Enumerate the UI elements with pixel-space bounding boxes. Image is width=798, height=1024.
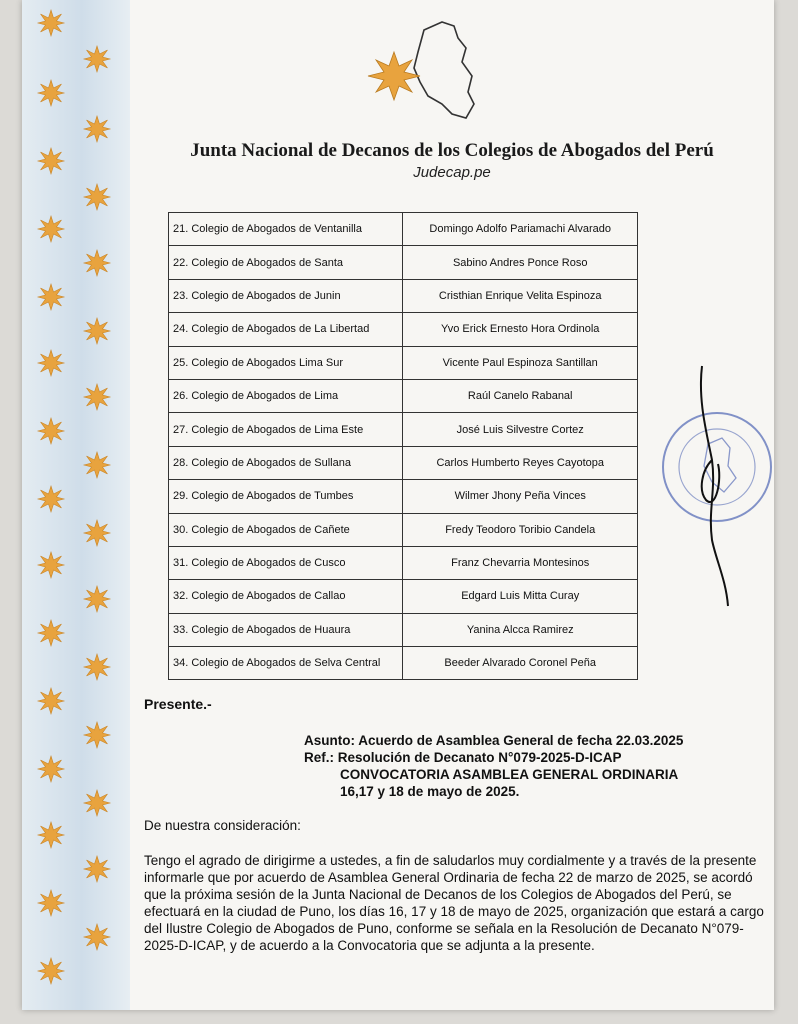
- table-row: [169, 413, 638, 446]
- judecap-logo-icon: [362, 18, 492, 128]
- table-row: [169, 480, 638, 513]
- colegio-cell: 21. Colegio de Abogados de Ventanilla: [169, 213, 403, 246]
- table-row: [169, 313, 638, 346]
- colegio-cell: 33. Colegio de Abogados de Huaura: [169, 613, 403, 646]
- table-row: [169, 446, 638, 479]
- decano-cell: Beeder Alvarado Coronel Peña: [403, 647, 638, 680]
- letter-body: Tengo el agrado de dirigirme a ustedes, a fin de saludarlos muy cordialmente y a través de la presente informarle que por acuerdo de Asamblea General Ordinaria de fecha 22 de marzo de 2025, se acordó que la próxima sesión de la Junta Nacional de Decanos de los Colegios de Abogados del Perú, se efectuará en la ciudad de Puno, los días 16, 17 y 18 de mayo de 2025, organización que estará a cargo del Ilustre Colegio de Abogados de Puno, conforme se señala en la Resolución de Decanato N°079-2025-D-ICAP, y de acuerdo a la Convocatoria que se adjunta a la presente.: [144, 853, 764, 953]
- colegio-cell: 25. Colegio de Abogados Lima Sur: [169, 346, 403, 379]
- colegio-cell: 26. Colegio de Abogados de Lima: [169, 379, 403, 412]
- colegio-cell: 27. Colegio de Abogados de Lima Este: [169, 413, 403, 446]
- decano-cell: Sabino Andres Ponce Roso: [403, 246, 638, 279]
- salutation: Presente.-: [144, 696, 212, 712]
- decano-cell: Wilmer Jhony Peña Vinces: [403, 480, 638, 513]
- decano-cell: Domingo Adolfo Pariamachi Alvarado: [403, 213, 638, 246]
- decano-cell: Vicente Paul Espinoza Santillan: [403, 346, 638, 379]
- handwritten-signature: [672, 360, 762, 610]
- decano-cell: Yvo Erick Ernesto Hora Ordinola: [403, 313, 638, 346]
- table-row: [169, 513, 638, 546]
- colegio-cell: 31. Colegio de Abogados de Cusco: [169, 546, 403, 579]
- table-row: [169, 546, 638, 579]
- colegio-cell: 23. Colegio de Abogados de Junin: [169, 279, 403, 312]
- decano-cell: Franz Chevarria Montesinos: [403, 546, 638, 579]
- subject-block: [304, 732, 683, 800]
- decano-cell: Cristhian Enrique Velita Espinoza: [403, 279, 638, 312]
- colegio-cell: 30. Colegio de Abogados de Cañete: [169, 513, 403, 546]
- colegio-cell: 34. Colegio de Abogados de Selva Central: [169, 647, 403, 680]
- table-row: [169, 580, 638, 613]
- decano-cell: Edgard Luis Mitta Curay: [403, 580, 638, 613]
- star-border-icons: [22, 0, 130, 1010]
- subject-line: Asunto: Acuerdo de Asamblea General de fecha 22.03.2025: [304, 733, 684, 748]
- decano-cell: José Luis Silvestre Cortez: [403, 413, 638, 446]
- reference-dates: 16,17 y 18 de mayo de 2025.: [340, 784, 520, 799]
- reference-line: Ref.: Resolución de Decanato N°079-2025-D-ICAP: [304, 750, 622, 765]
- table-row: [169, 346, 638, 379]
- deans-table: [168, 212, 638, 680]
- decorative-star-border: [22, 0, 130, 1010]
- deans-table-body: [169, 213, 638, 680]
- page-title: Junta Nacional de Decanos de los Colegios de Abogados del Perú: [190, 140, 714, 161]
- table-row: [169, 613, 638, 646]
- colegio-cell: 29. Colegio de Abogados de Tumbes: [169, 480, 403, 513]
- document-page: [22, 0, 774, 1010]
- decano-cell: Raúl Canelo Rabanal: [403, 379, 638, 412]
- colegio-cell: 24. Colegio de Abogados de La Libertad: [169, 313, 403, 346]
- table-row: [169, 246, 638, 279]
- decano-cell: Carlos Humberto Reyes Cayotopa: [403, 446, 638, 479]
- colegio-cell: 22. Colegio de Abogados de Santa: [169, 246, 403, 279]
- table-row: [169, 647, 638, 680]
- colegio-cell: 28. Colegio de Abogados de Sullana: [169, 446, 403, 479]
- website-label: Judecap.pe: [413, 164, 491, 181]
- decano-cell: Fredy Teodoro Toribio Candela: [403, 513, 638, 546]
- greeting: De nuestra consideración:: [144, 818, 301, 833]
- table-row: [169, 279, 638, 312]
- table-row: [169, 213, 638, 246]
- reference-convocatoria: CONVOCATORIA ASAMBLEA GENERAL ORDINARIA: [340, 767, 679, 782]
- colegio-cell: 32. Colegio de Abogados de Callao: [169, 580, 403, 613]
- table-row: [169, 379, 638, 412]
- decano-cell: Yanina Alcca Ramirez: [403, 613, 638, 646]
